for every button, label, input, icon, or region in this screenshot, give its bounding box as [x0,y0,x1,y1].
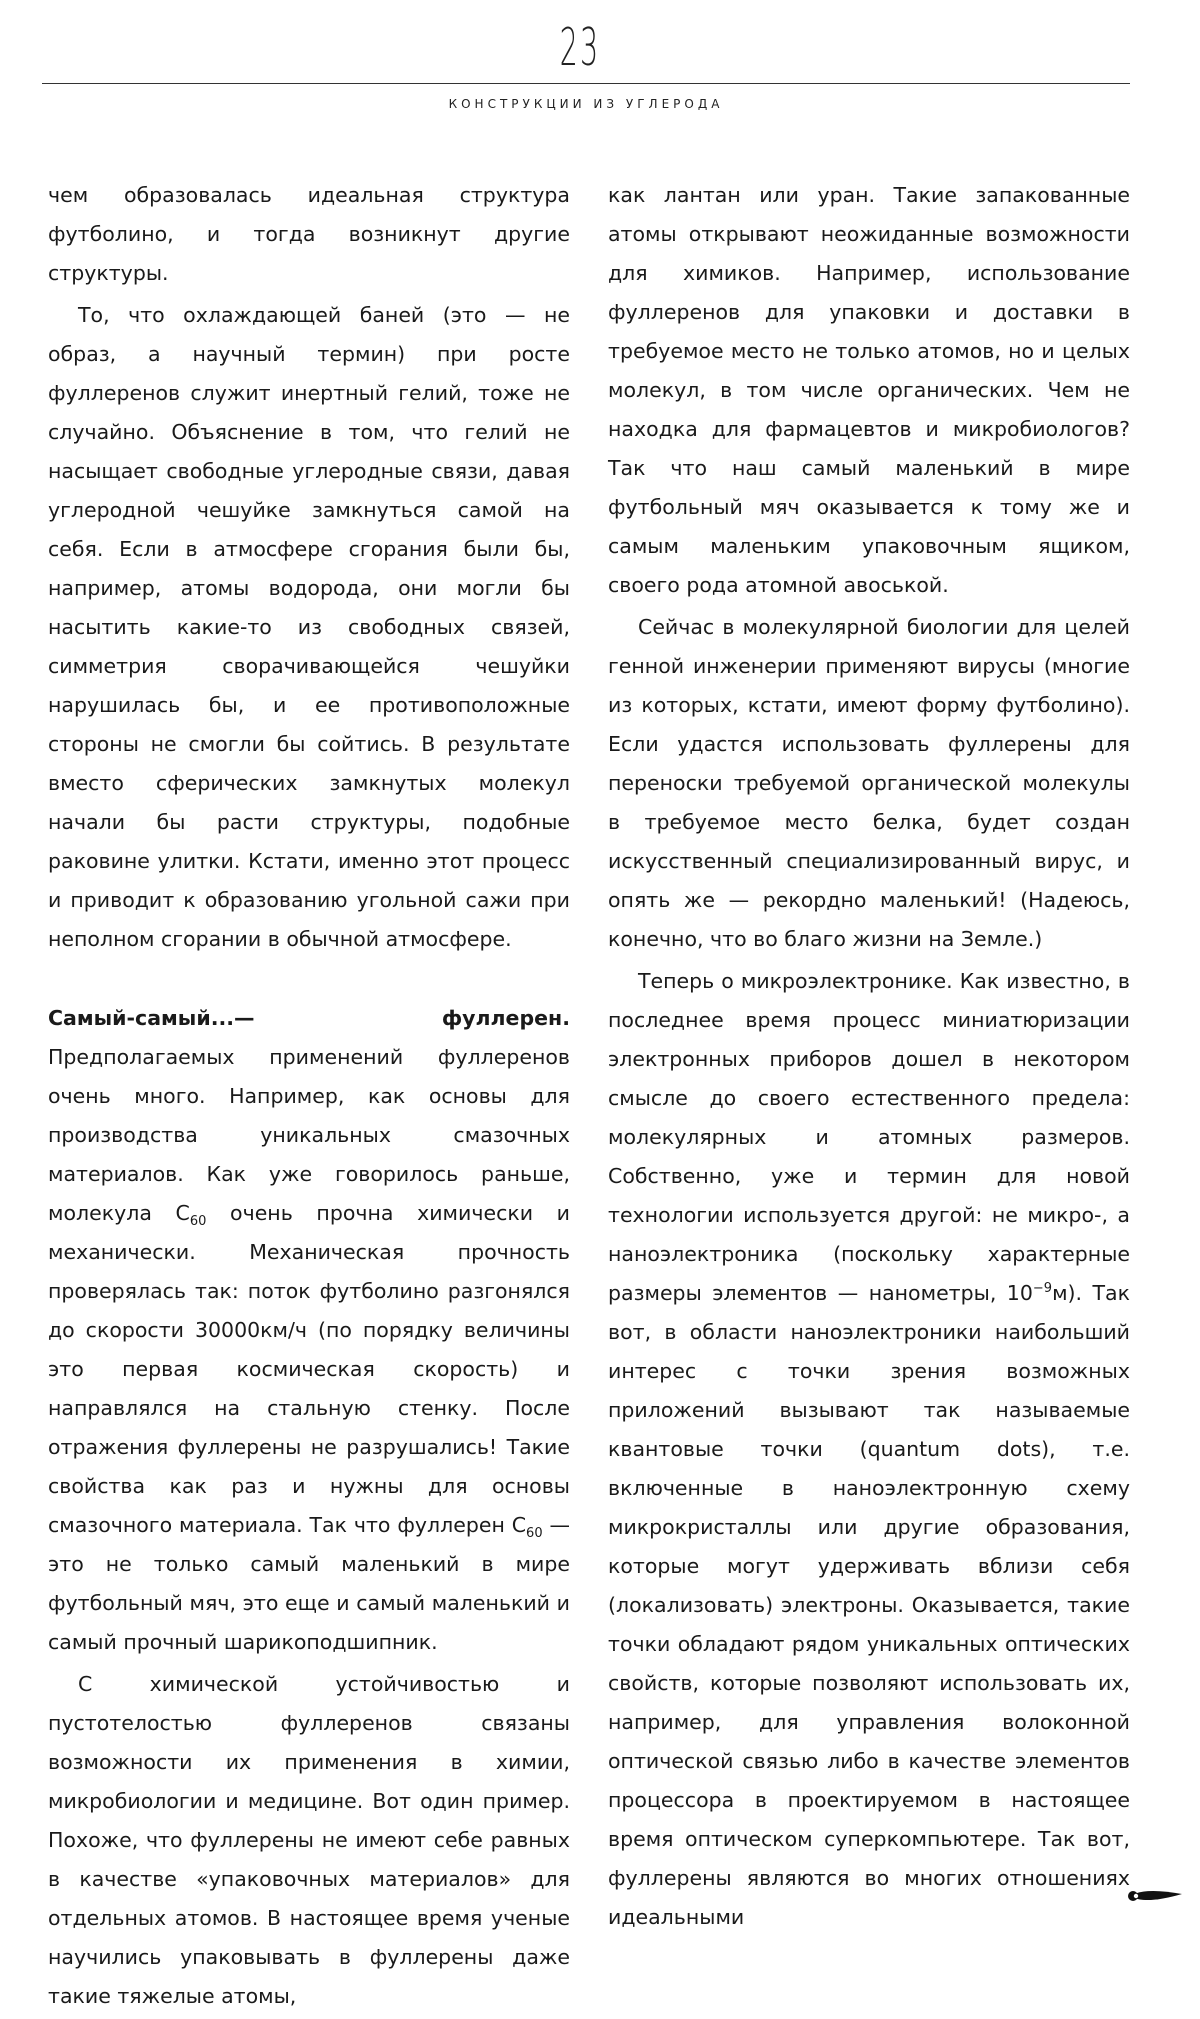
running-head: КОНСТРУКЦИИ ИЗ УГЛЕРОДА [448,97,724,111]
text-run: Предполагаемых применений фуллеренов очень много. Например, как основы для производства уникальных смазочных материалов. Как уже говорилось раньше, молекула C [48,1045,570,1225]
page-number: 23 [559,18,601,78]
paragraph [608,962,1130,1937]
header-rule [42,83,1130,84]
superscript: −9 [1032,1281,1053,1297]
subscript: 60 [189,1214,207,1230]
paragraph-section-start [48,999,570,1662]
paragraph: как лантан или уран. Такие запакованные атомы открывают неожиданные возможности для химиков. Например, использование фуллеренов для упаковки и доставки в требуемое место не только атомов, но и целых молекул, в том числе органических. Чем не находка для фармацевтов и микробиологов? Так что наш самый маленький в мире футбольный мяч оказывается к тому же и самым маленьким упаковочным ящиком, своего рода атомной авоськой. [608,183,1130,597]
left-column [48,176,570,2019]
text-run: — это не только самый маленький в мире футбольный мяч, это еще и самый маленький и самый прочный шарикоподшипник. [48,1513,570,1654]
text-run: очень прочна химически и механически. Механическая прочность проверялась так: поток футболино разгонялся до скорости 30000км/ч (по порядку величины это первая космическая скорость) и направлялся на стальную стенку. После отражения фуллерены не разрушались! Такие свойства как раз и нужны для основы смазочного материала. Так что фуллерен C [48,1201,570,1537]
paragraph: чем образовалась идеальная структура футболино, и тогда возникнут другие структуры. [48,183,570,285]
paragraph: Сейчас в молекулярной биологии для целей генной инженерии применяют вирусы (многие из которых, кстати, имеют форму футболино). Если удастся использовать фуллерены для переноски требуемой органической молекулы в требуемое место белка, будет создан искусственный специализированный вирус, и опять же — рекордно маленький! (Надеюсь, конечно, что во благо жизни на Земле.) [608,615,1130,951]
paragraph: То, что охлаждающей баней (это — не образ, а научный термин) при росте фуллеренов служит инертный гелий, тоже не случайно. Объяснение в том, что гелий не насыщает свободные углеродные связи, давая углеродной чешуйке замкнуться самой на себя. Если в атмосфере сгорания были бы, например, атомы водорода, они могли бы насытить какие-то из свободных связей, симметрия сворачивающейся чешуйки нарушилась бы, и ее противоположные стороны не смогли бы сойтись. В результате вместо сферических замкнутых молекул начали бы расти структуры, подобные раковине улитки. Кстати, именно этот процесс и приводит к образованию угольной сажи при неполном сгорании в обычной атмосфере. [48,303,570,951]
section-lead-heading: Самый-самый...— фуллерен. [48,1006,570,1030]
continue-arrow-icon [1124,1886,1184,1906]
right-column [608,176,1130,1940]
subscript: 60 [526,1526,543,1542]
paragraph: С химической устойчивостью и пустотелостью фуллеренов связаны возможности их применения в химии, микробиологии и медицине. Вот один пример. Похоже, что фуллерены не имеют себе равных в качестве «упаковочных материалов» для отдельных атомов. В настоящее время ученые научились упаковывать в фуллерены даже такие тяжелые атомы, [48,1672,570,2008]
text-run: Теперь о микроэлектронике. Как известно, в последнее время процесс миниатюризации электронных приборов дошел в некотором смысле до своего естественного предела: молекулярных и атомных размеров. Собственно, уже и термин для новой технологии используется другой: не микро-, а наноэлектроника (поскольку характерные размеры элементов — нанометры, 10 [608,969,1130,1305]
text-run: м). Так вот, в области наноэлектроники наибольший интерес с точки зрения возможных приложений вызывают так называемые квантовые точки (quantum dots), т.е. включенные в наноэлектронную схему микрокристаллы или другие образования, которые могут удерживать вблизи себя (локализовать) электроны. Оказывается, такие точки обладают рядом уникальных оптических свойств, которые позволяют использовать их, например, для управления волоконной оптической связью либо в качестве элементов процессора в проектируемом в настоящее время оптическом суперкомпьютере. Так вот, фуллерены являются во многих отношениях идеальными [608,1281,1130,1929]
